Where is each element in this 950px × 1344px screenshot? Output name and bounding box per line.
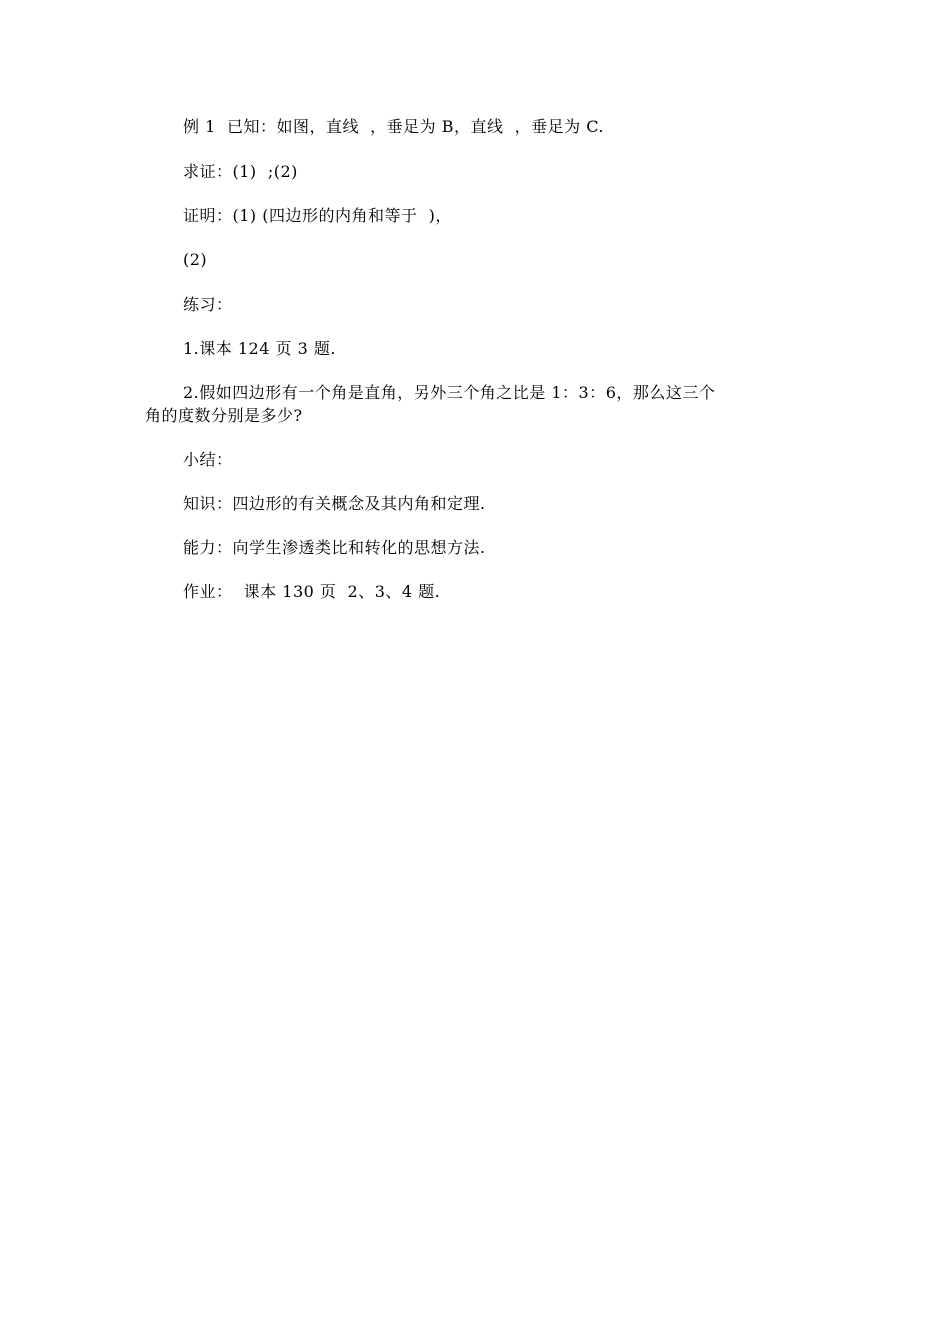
homework: 作业： 课本 130 页 2、3、4 题. bbox=[183, 582, 441, 601]
proof-part-1: 证明：(1) (四边形的内角和等于 )， bbox=[183, 206, 452, 225]
prove-statement: 求证：(1) ;(2) bbox=[183, 162, 298, 181]
practice-item-2-line-1: 2.假如四边形有一个角是直角，另外三个角之比是 1：3：6，那么这三个 bbox=[183, 383, 716, 402]
practice-item-1: 1.课本 124 页 3 题. bbox=[183, 339, 336, 358]
practice-heading: 练习： bbox=[183, 295, 233, 314]
summary-ability: 能力：向学生渗透类比和转化的思想方法. bbox=[183, 538, 486, 557]
summary-heading: 小结： bbox=[183, 450, 233, 469]
example-1-statement: 例 1 已知：如图，直线 ，垂足为 B，直线 ，垂足为 C. bbox=[183, 117, 604, 136]
summary-knowledge: 知识：四边形的有关概念及其内角和定理. bbox=[183, 494, 486, 513]
practice-item-2-line-2: 角的度数分别是多少? bbox=[145, 406, 303, 425]
proof-part-2: (2) bbox=[183, 250, 208, 269]
